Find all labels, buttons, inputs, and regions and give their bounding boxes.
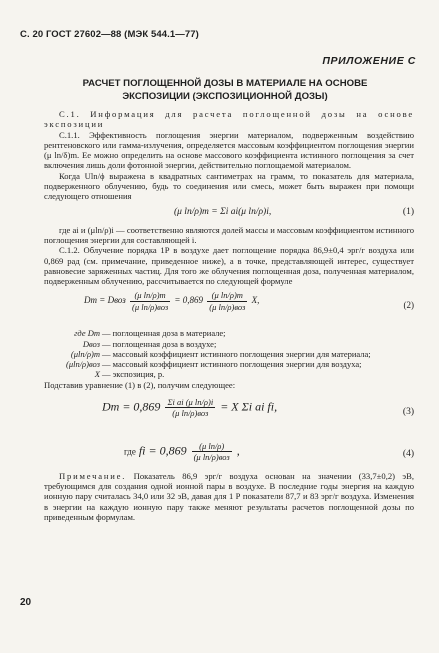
formula-2-mid: = 0,869 (174, 295, 203, 306)
formula-3-denominator: (μ ln/ρ)воз (172, 408, 209, 419)
definition-row (44, 339, 414, 349)
formula-4 (44, 439, 414, 469)
definition-row (44, 328, 414, 338)
definition-symbol: где Dm (74, 328, 100, 339)
paragraph-when: Когда Uln/ϕ выражена в квадратных сантиметрах на грамм, то показатель для материала, подверженного облучению, будь то соединения или смесь, может быть выражен при помощи следующего отношения (44, 170, 414, 202)
formula-3-lhs: Dm = 0,869 (102, 399, 161, 414)
definition-symbol: Dвоз (82, 338, 100, 349)
formula-1-number: (1) (402, 206, 414, 217)
paragraph-substitute: Подставив уравнение (1) в (2), получим следующее: (44, 380, 236, 391)
formula-3 (44, 393, 414, 437)
formula-3-rhs: = X Σi ai fi, (220, 399, 278, 414)
formula-2-frac1-numerator: (μ ln/ρ)m (130, 290, 170, 301)
paragraph-where-1: где ai и (μln/ρ)i — соответственно являются долей массы и массовым коэффициентом истинного поглощения энергии для составляющей i. (44, 224, 414, 245)
definition-row (44, 359, 414, 369)
formula-4-number: (4) (402, 448, 414, 459)
formula-2-lhs: Dm = Dвоз (84, 295, 126, 306)
note-text: Показатель 86,9 эрг/г воздуха основан на значении (33,7±0,2) эВ, требующимся для создания одной ионной пары в воздухе. В последние годы энергия на каждую ионную пару считалась 34,0 или 32 эВ, давая для 1 Р показатели 87,7 и 83 эрг/г воздуха. Изменения в энергии на каждую ионную пару также меняют результаты расчетов поглощенной дозы по приведенным формулам. (44, 470, 414, 522)
formula-2-frac1-denominator: (μ ln/ρ)воз (132, 301, 169, 312)
definition-symbol: X (94, 369, 100, 380)
definition-text: — экспозиция, р. (102, 369, 165, 380)
definition-row (44, 349, 414, 359)
definition-symbol: (μln/ρ)воз (65, 359, 100, 370)
formula-4-prefix: где (124, 446, 136, 457)
formula-3-fraction (165, 397, 215, 419)
definition-row (44, 369, 414, 379)
formula-2-number: (2) (403, 300, 414, 311)
formula-4-fraction (192, 441, 232, 463)
formula-4-denominator: (μ ln/ρ)воз (193, 452, 230, 463)
formula-4-rhs: , (236, 443, 240, 458)
body-text (44, 109, 414, 522)
section-title (40, 77, 410, 103)
paragraph-c11: С.1.1. Эффективность поглощения энергии материалом, подверженным воздействию рентгеновского или гамма-излучения, определяется массовым коэффициентом поглощения энергии (μ ln/δ)m. Ее можно определить на основе массового коэффициента истинного поглощения за счет включения лишь доли фотонной энергии, действительно поглощаемой материалом. (44, 129, 414, 171)
formula-2-frac2-denominator: (μ ln/ρ)воз (209, 301, 246, 312)
formula-2-fraction-1 (130, 290, 170, 312)
definition-text: — массовый коэффициент истинного поглощения энергии для воздуха; (102, 359, 362, 370)
definition-text: — поглощенная доза в материале; (102, 328, 226, 339)
formula-2-frac2-numerator: (μ ln/ρ)m (207, 290, 247, 301)
formula-4-numerator: (μ ln/ρ) (192, 441, 232, 452)
page-number: 20 (20, 597, 32, 608)
title-line-1: РАСЧЕТ ПОГЛОЩЕННОЙ ДОЗЫ В МАТЕРИАЛЕ НА ОСНОВЕ (82, 78, 368, 89)
formula-2-end: X, (251, 295, 260, 306)
definitions-list (44, 328, 414, 379)
paragraph-c12: С.1.2. Облучение порядка 1Р в воздухе дает поглощение порядка 86,9±0,4 эрг/г воздуха или 0,869 рад (см. примечание, приведенное ниже), а в точке, представляющей интерес, существует равновесие заряженных частиц. Для того же облучения поглощенная доза, полученная материалом, подверженным облучению, рассчитывается по следующей формуле (44, 245, 414, 287)
formula-3-number: (3) (402, 406, 414, 417)
formula-2 (44, 288, 414, 326)
formula-3-numerator: Σi ai (μ ln/ρ)i (167, 396, 214, 407)
definition-text: — массовый коэффициент истинного поглощения энергии для материала; (102, 348, 371, 359)
note-paragraph (44, 471, 414, 522)
formula-1 (44, 205, 414, 223)
definition-text: — поглощенная доза в воздухе; (102, 338, 217, 349)
formula-2-fraction-2 (207, 290, 247, 312)
running-header: С. 20 ГОСТ 27602—88 (МЭК 544.1—77) (20, 29, 199, 40)
formula-1-expression: (μ ln/ρ)m = Σi ai(μ ln/ρ)i, (174, 206, 272, 217)
definition-symbol: (μln/ρ)m (70, 348, 100, 359)
paragraph-c1: С.1. Информация для расчета поглощенной дозы на основе экспозиции (44, 109, 414, 130)
title-line-2: ЭКСПОЗИЦИИ (ЭКСПОЗИЦИОННОЙ ДОЗЫ) (122, 91, 328, 102)
formula-4-lhs: fi = 0,869 (138, 443, 187, 458)
note-label: Примечание. (59, 470, 127, 481)
appendix-label: ПРИЛОЖЕНИЕ С (322, 55, 416, 67)
